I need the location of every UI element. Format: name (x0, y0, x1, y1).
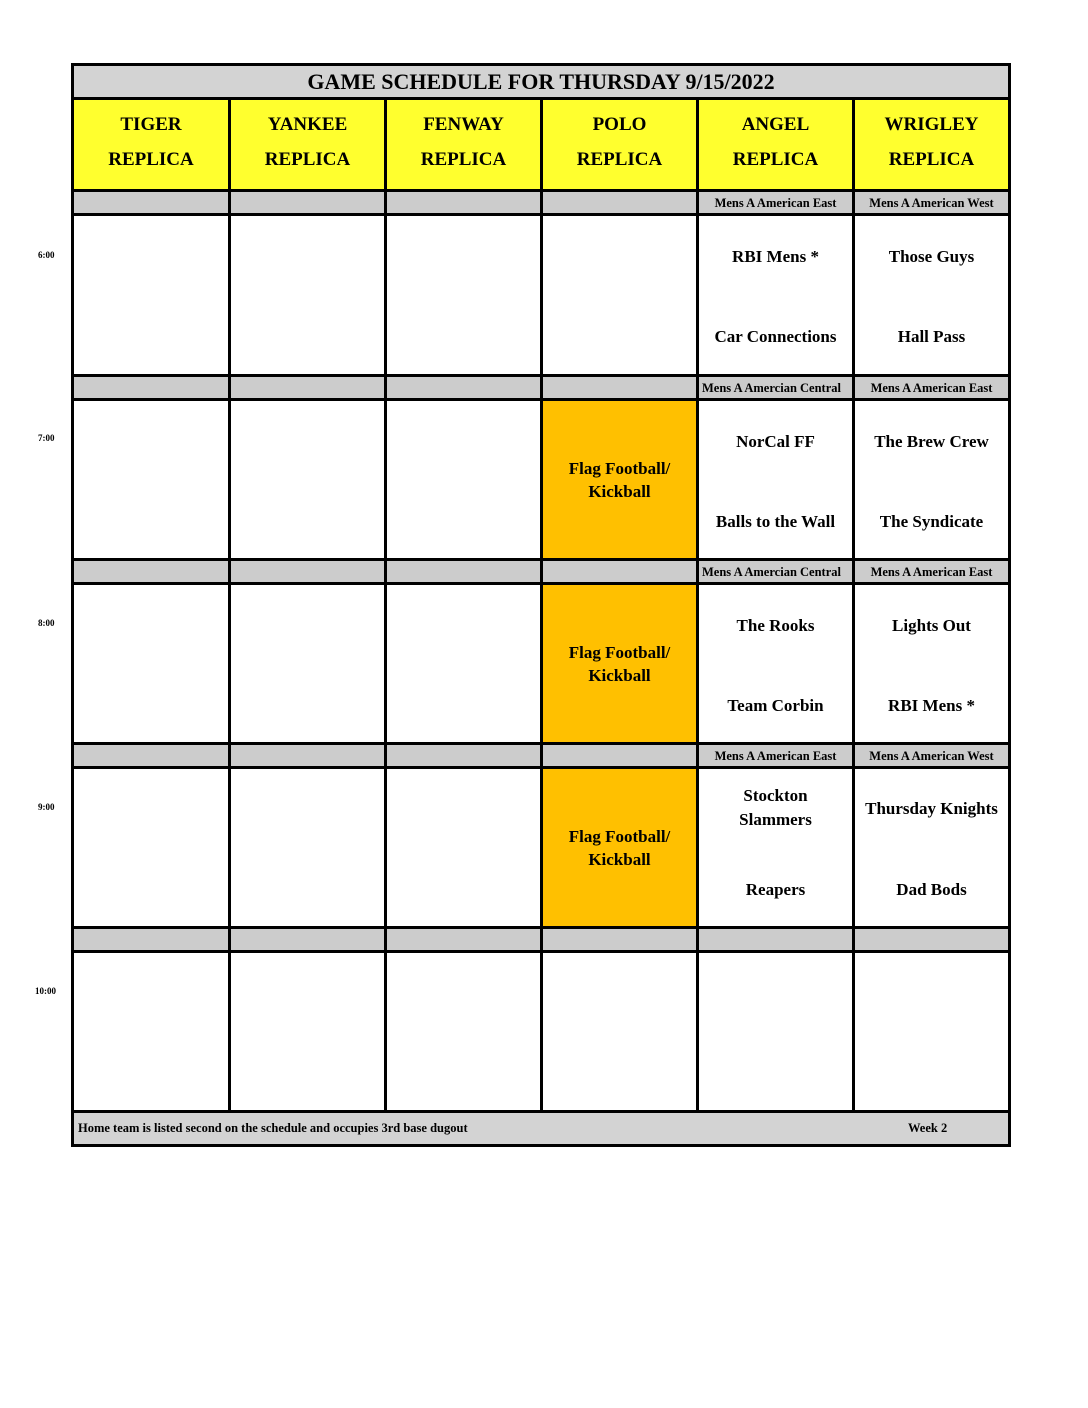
slot-wrigley (855, 216, 1008, 374)
slot-fenway (387, 216, 540, 374)
field-header-tiger (74, 100, 228, 189)
slot-yankee (231, 585, 384, 742)
reserved-label: Flag Football/ Kickball (568, 826, 671, 869)
slot-yankee (231, 216, 384, 374)
slot-tiger (74, 953, 228, 1110)
slot-angel (699, 401, 852, 558)
field-sub: REPLICA (108, 149, 194, 170)
reserved-label: Flag Football/ Kickball (568, 458, 671, 501)
slot-polo (543, 953, 696, 1110)
slot-tiger (74, 401, 228, 558)
slot-polo-flag-football (543, 769, 696, 926)
slot-polo-flag-football (543, 401, 696, 558)
page-title: GAME SCHEDULE FOR THURSDAY 9/15/2022 (74, 66, 1008, 97)
division-cell (543, 745, 696, 766)
home-team: Balls to the Wall (715, 512, 836, 531)
slot-yankee (231, 953, 384, 1110)
slot-yankee (231, 401, 384, 558)
division-wrigley: Mens A American East (855, 561, 1008, 582)
time-label-10: 10:00 (35, 986, 56, 996)
slot-wrigley (855, 953, 1008, 1110)
division-cell (387, 192, 540, 213)
slot-polo-flag-football (543, 585, 696, 742)
division-cell (543, 377, 696, 398)
home-team: Dad Bods (896, 880, 967, 899)
division-angel: Mens A Amercian Central (699, 377, 852, 398)
home-team: Car Connections (714, 327, 837, 346)
slot-angel (699, 216, 852, 374)
time-label-7: 7:00 (38, 433, 55, 443)
away-team: NorCal FF (736, 432, 815, 451)
time-label-8: 8:00 (38, 618, 55, 628)
home-team: Reapers (745, 880, 806, 899)
division-cell (231, 561, 384, 582)
division-cell (74, 929, 228, 950)
slot-fenway (387, 401, 540, 558)
slot-tiger (74, 585, 228, 742)
division-cell (699, 929, 852, 950)
home-team: RBI Mens * (888, 696, 975, 715)
division-wrigley: Mens A American West (855, 192, 1008, 213)
slot-fenway (387, 585, 540, 742)
home-team: Team Corbin (727, 696, 824, 715)
division-cell (74, 377, 228, 398)
division-cell (231, 192, 384, 213)
slot-angel (699, 953, 852, 1110)
field-name: POLO (592, 114, 647, 135)
home-team: Hall Pass (897, 327, 966, 346)
division-angel: Mens A American East (699, 745, 852, 766)
slot-fenway (387, 769, 540, 926)
slot-yankee (231, 769, 384, 926)
slot-wrigley (855, 401, 1008, 558)
time-label-6: 6:00 (38, 250, 55, 260)
division-cell (855, 929, 1008, 950)
field-sub: REPLICA (732, 149, 819, 170)
division-cell (387, 745, 540, 766)
division-cell (74, 192, 228, 213)
division-angel: Mens A Amercian Central (699, 561, 852, 582)
field-sub: REPLICA (264, 149, 351, 170)
field-header-angel (699, 100, 852, 189)
slot-polo (543, 216, 696, 374)
field-sub: REPLICA (576, 149, 663, 170)
field-sub: REPLICA (420, 149, 507, 170)
field-name: YANKEE (267, 114, 348, 135)
slot-tiger (74, 216, 228, 374)
slot-angel (699, 585, 852, 742)
field-name: TIGER (120, 114, 182, 135)
division-cell (231, 745, 384, 766)
footer-bar (74, 1113, 1008, 1144)
division-cell (74, 745, 228, 766)
division-wrigley: Mens A American West (855, 745, 1008, 766)
division-cell (387, 377, 540, 398)
slot-angel (699, 769, 852, 926)
field-sub: REPLICA (888, 149, 975, 170)
field-name: ANGEL (741, 114, 810, 135)
field-header-wrigley (855, 100, 1008, 189)
division-cell (231, 377, 384, 398)
division-cell (231, 929, 384, 950)
field-header-yankee (231, 100, 384, 189)
away-team: Those Guys (888, 247, 975, 266)
away-team: Thursday Knights (865, 799, 998, 818)
away-team: The Brew Crew (874, 432, 989, 451)
division-cell (543, 929, 696, 950)
away-team: The Rooks (736, 616, 815, 635)
slot-wrigley (855, 585, 1008, 742)
reserved-label: Flag Football/ Kickball (568, 642, 671, 685)
field-header-polo (543, 100, 696, 189)
slot-fenway (387, 953, 540, 1110)
schedule-table (71, 63, 1011, 1147)
home-team: The Syndicate (879, 512, 984, 531)
field-name: WRIGLEY (884, 114, 979, 135)
field-name: FENWAY (423, 114, 504, 135)
week-label: Week 2 (908, 1121, 948, 1135)
slot-wrigley (855, 769, 1008, 926)
division-cell (74, 561, 228, 582)
away-team: RBI Mens * (732, 247, 819, 266)
division-cell (543, 561, 696, 582)
field-header-fenway (387, 100, 540, 189)
division-cell (387, 561, 540, 582)
slot-tiger (74, 769, 228, 926)
division-cell (387, 929, 540, 950)
division-cell (543, 192, 696, 213)
footer-note: Home team is listed second on the schedule and occupies 3rd base dugout (78, 1121, 468, 1135)
time-label-9: 9:00 (38, 802, 55, 812)
division-wrigley: Mens A American East (855, 377, 1008, 398)
away-team: Stockton Slammers (739, 786, 812, 829)
away-team: Lights Out (892, 616, 971, 635)
division-angel: Mens A American East (699, 192, 852, 213)
